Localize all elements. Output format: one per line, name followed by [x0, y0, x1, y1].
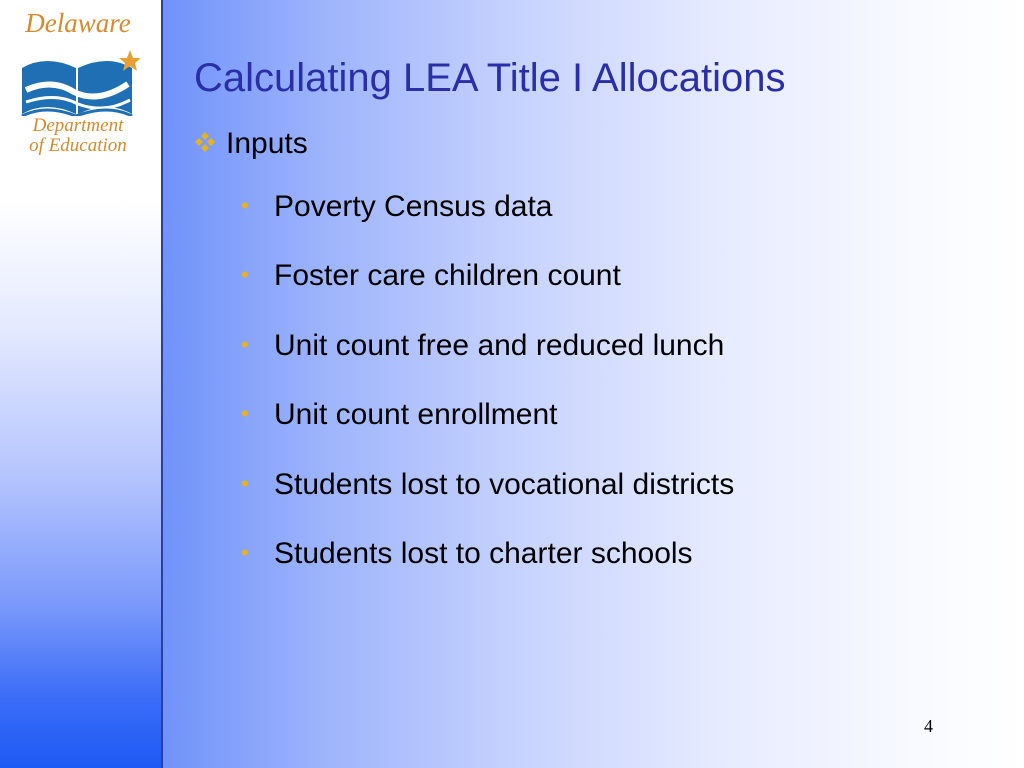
open-book-icon	[16, 44, 140, 116]
level1-label: Inputs	[226, 127, 308, 160]
bullet-text: Students lost to vocational districts	[274, 468, 735, 501]
bullet-text: Foster care children count	[274, 259, 621, 292]
delaware-doe-logo	[14, 8, 142, 162]
bullet-text: Students lost to charter schools	[274, 537, 693, 570]
slide-title: Calculating LEA Title I Allocations	[194, 56, 786, 100]
logo-text-of-education: of Education	[29, 135, 127, 156]
bullet-dot-icon: •	[241, 471, 249, 496]
bullet-dot-icon: •	[241, 193, 249, 218]
left-sidebar	[0, 0, 163, 768]
bullet-item	[241, 190, 552, 223]
bullet-dot-icon: •	[241, 540, 249, 565]
bullet-item	[241, 398, 557, 431]
logo-text-department: Department	[32, 115, 124, 136]
bullet-dot-icon: •	[241, 332, 249, 357]
level1-item-inputs	[194, 127, 308, 160]
bullet-text: Poverty Census data	[274, 190, 553, 223]
bullet-item	[241, 537, 693, 570]
bullet-item	[241, 259, 621, 292]
bullet-item	[241, 468, 734, 501]
logo-text-delaware: Delaware	[25, 8, 131, 38]
bullet-item	[241, 329, 724, 362]
bullet-text: Unit count free and reduced lunch	[274, 329, 725, 362]
bullet-text: Unit count enrollment	[274, 398, 558, 431]
bullet-dot-icon: •	[241, 401, 249, 426]
page-number: 4	[924, 716, 933, 736]
bullet-dot-icon: •	[241, 262, 249, 287]
diamond-bullet-icon	[194, 131, 216, 153]
